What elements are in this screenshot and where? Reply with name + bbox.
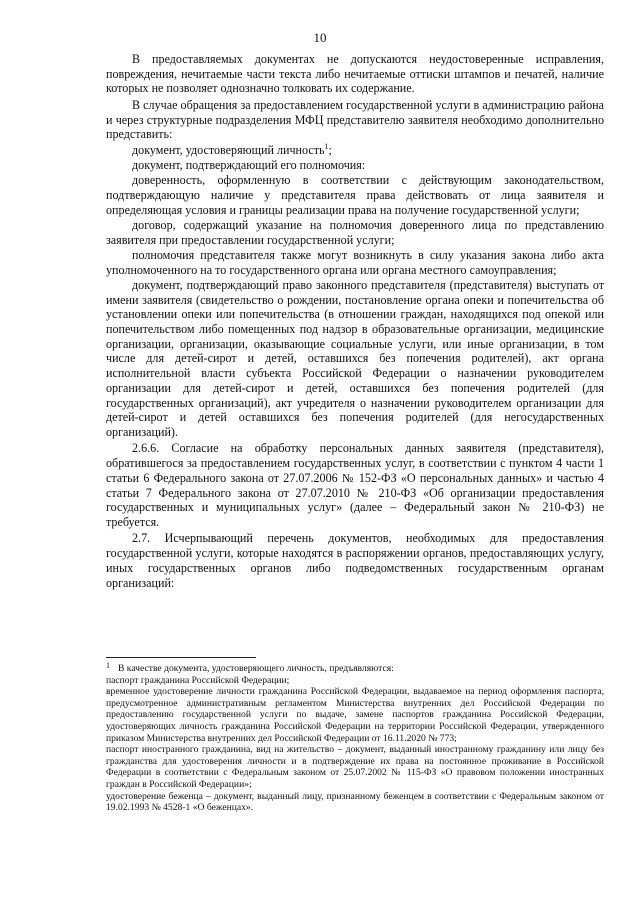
footnote-passport: паспорт гражданина Российской Федерации;	[106, 674, 290, 686]
paragraph-powers-by-law: полномочия представителя также могут возникнуть в силу указания закона либо акта уполномоченного на то государственного органа или органа местного самоуправления;	[106, 247, 604, 277]
paragraph-corrections: В предоставляемых документах не допускаются неудостоверенные исправления, повреждения, нечитаемые части текста либо нечитаемые оттиски штампов и печатей, наличие которых не позволяет однозначно толковать их содержание.	[106, 52, 604, 96]
footnote-reference: 1	[324, 141, 329, 151]
paragraph-power-of-attorney: доверенность, оформленную в соответствии с действующим законодательством, подтверждающую наличие у представителя права действовать от лица заявителя и определяющая условия и границы реализации права на получение государственной услуги;	[106, 173, 604, 217]
footnote-reference-suffix: ;	[328, 142, 332, 157]
footnote-foreign-passport: паспорт иностранного гражданина, вид на жительство – документ, выданный иностранному гражданину или лицу без гражданства для удостоверения личности и в подтверждение их права на постоянное проживание в Российской Федерации в соответствии с Федеральным законом от 25.07.2002 № 115-ФЗ «О правовом положении иностранных граждан в Российской Федерации»;	[106, 744, 604, 790]
paragraph-2-6-6: 2.6.6. Согласие на обработку персональных данных заявителя (представителя), обратившегося за предоставлением государственных услуг, в соответствии с пунктом 4 части 1 статьи 6 Федерального закона от 27.07.2006 № 152-ФЗ «О персональных данных» и частью 4 статьи 7 Федерального закона от 27.07.2010 № 210-ФЗ «Об организации предоставления государственных и муниципальных услуг» (далее – Федеральный закон № 210-ФЗ) не требуется.	[106, 441, 604, 529]
footnote-temporary-id: временное удостоверение личности гражданина Российской Федерации, выдаваемое на период оформления паспорта, предусмотренное административным регламентом Министерства внутренних дел Российской Федерации по предоставлению государственной услуги по выдаче, замене паспортов гражданина Российской Федерации, удостоверяющих личность гражданина Российской Федерации на территории Российской Федерации, утвержденного приказом Министерства внутренних дел Российской Федерации от 16.11.2020 № 773;	[106, 686, 604, 744]
identity-document-text: документ, удостоверяющий личность	[132, 142, 325, 157]
footnote-divider	[106, 657, 256, 658]
paragraph-authority-document: документ, подтверждающий его полномочия:	[132, 157, 366, 172]
paragraph-identity-document	[106, 143, 604, 158]
main-text	[106, 52, 604, 591]
footnote-refugee-certificate: удостоверение беженца – документ, выданный лицу, признанному беженцем в соответствии с Федеральным законом от 19.02.1993 № 4528-1 «О беженцах».	[106, 790, 604, 814]
footnotes	[106, 660, 604, 814]
footnote-1	[106, 660, 604, 675]
page-number: 10	[313, 30, 327, 45]
paragraph-2-7: 2.7. Исчерпывающий перечень документов, необходимых для предоставления государственной услуги, которые находятся в распоряжении органов, предоставляющих услугу, иных государственных органов либо подведомственных государственным органам организаций:	[106, 531, 604, 590]
paragraph-representative: В случае обращения за предоставлением государственной услуги в администрацию района и через структурные подразделения МФЦ представителю заявителя необходимо дополнительно представить:	[106, 97, 604, 142]
footnote-number: 1	[106, 661, 110, 670]
paragraph-legal-representative: документ, подтверждающий право законного представителя (представителя) выступать от имени заявителя (свидетельство о рождении, постановление органа опеки и попечительства об установлении опеки или попечительства (в отношении граждан, находящихся под опекой или попечительством либо помещенных под надзор в образовательные организации, медицинские организации, организации, оказывающие социальные услуги, или иные организации, в том числе для детей-сирот и детей, оставшихся без попечения родителей), акт органа исполнительной власти субъекта Российской Федерации о назначении руководителем организации для детей-сирот и детей, оставшихся без попечения родителей (для государственных организаций), акт учредителя о назначении руководителем организации для детей-сирот и детей оставшихся без попечения родителей (для негосударственных организаций).	[106, 277, 604, 439]
paragraph-contract: договор, содержащий указание на полномочия доверенного лица по представлению заявителя при предоставлении государственной услуги;	[106, 217, 604, 247]
footnote-1-text: В качестве документа, удостоверяющего личность, предъявляются:	[118, 663, 394, 674]
